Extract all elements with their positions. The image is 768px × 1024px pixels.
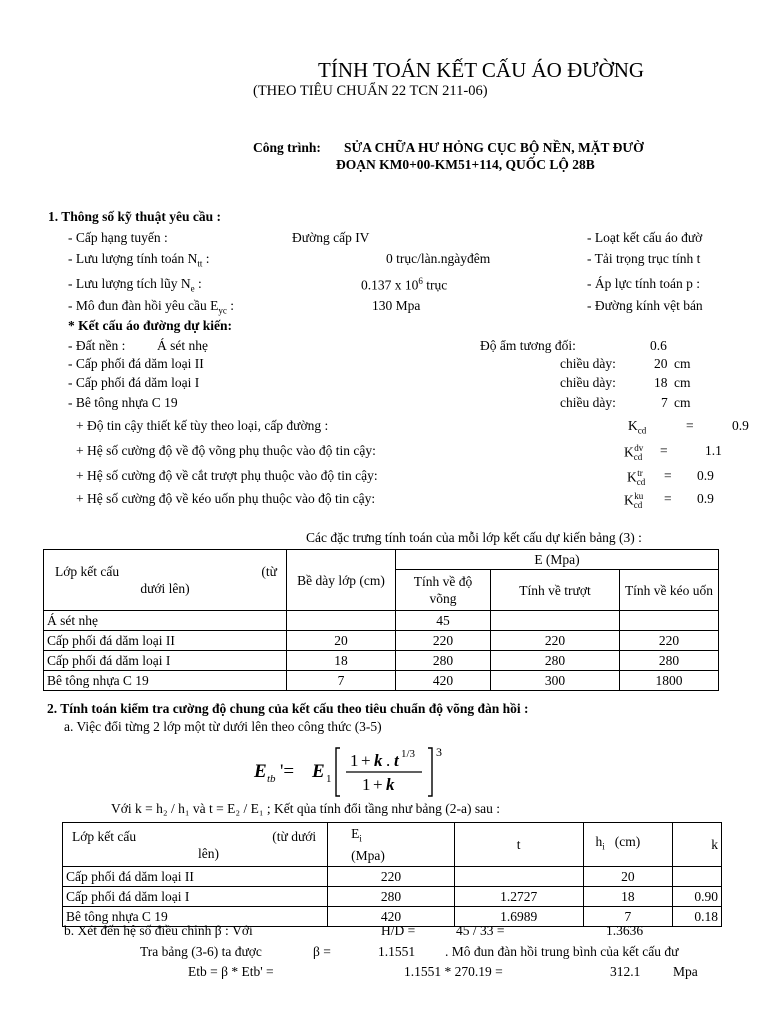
- coeff-text: + Hệ số cường độ về độ võng phụ thuộc vào độ tin cậy:: [76, 443, 376, 458]
- project-line-2: ĐOẠN KM0+00-KM51+114, QUỐC LỘ 28B: [336, 157, 595, 172]
- svg-text:1: 1: [350, 751, 359, 770]
- layer-unit: cm: [674, 375, 691, 390]
- hd-label: H/D =: [381, 923, 416, 938]
- project-label: Công trình:: [253, 140, 321, 155]
- layer-name: - Cấp phối đá dăm loại I: [68, 375, 200, 390]
- spec-value-modulus: 130 Mpa: [372, 298, 421, 313]
- spec-label-cumulative: - Lưu lượng tích lũy $N_e$ :: [68, 276, 202, 294]
- table-1-caption: Các đặc trưng tính toán của mỗi lớp kết cấu dự kiến bảng (3) :: [306, 530, 642, 545]
- header-layer: Lớp kết cấu (từ dưới lên): [44, 550, 287, 611]
- svg-text:1/3: 1/3: [401, 748, 416, 760]
- svg-text:3: 3: [436, 745, 442, 759]
- page-title: TÍNH TOÁN KẾT CẤU ÁO ĐƯỜNG: [318, 58, 645, 82]
- soil-value: Á sét nhẹ: [157, 338, 208, 353]
- lookup-text: Tra bảng (3-6) ta được: [140, 944, 262, 959]
- layer-thick: 18: [654, 375, 668, 390]
- svg-text:+: +: [373, 775, 383, 794]
- modulus-text: . Mô đun đàn hồi trung bình của kết cấu đư: [445, 944, 679, 959]
- header-thickness: Bề dày lớp (cm): [287, 550, 396, 611]
- coeff-eq: =: [664, 491, 672, 506]
- spec-right-2: - Tải trọng trục tính t: [587, 251, 701, 266]
- coeff-symbol: $K_{cd}$: [628, 418, 647, 436]
- section-2-heading: 2. Tính toán kiểm tra cường độ chung của kết cấu theo tiêu chuẩn độ võng đàn hồi :: [47, 701, 529, 716]
- coeff-symbol: $K_{cd}^{tr}$: [627, 468, 646, 488]
- coeff-value: 0.9: [697, 491, 714, 506]
- humidity-value: 0.6: [650, 338, 667, 353]
- section-1-heading: 1. Thông số kỹ thuật yêu cầu :: [48, 209, 222, 224]
- svg-text:.: .: [386, 751, 391, 770]
- table-row: Á sét nhẹ 45: [44, 611, 719, 631]
- layer-unit: cm: [674, 356, 691, 371]
- svg-text:1: 1: [326, 773, 332, 785]
- beta-value: 1.1551: [378, 944, 416, 959]
- coeff-symbol: $K_{cd}^{ku}$: [624, 491, 644, 511]
- table-row: Cấp phối đá dăm loại II 220 20: [63, 867, 722, 887]
- spec-right-4: - Đường kính vệt bán: [587, 298, 703, 313]
- table-row: Cấp phối đá dăm loại I 280 1.2727 18 0.90: [63, 887, 722, 907]
- coeff-value: 0.9: [732, 418, 749, 433]
- svg-text:+: +: [361, 751, 371, 770]
- header-e-deflection: Tính về độ võng: [396, 570, 491, 611]
- spec-value-cumulative: 0.137 x $10^6$ trục: [361, 276, 448, 293]
- etb-label: Etb = β * Etb' =: [188, 964, 274, 979]
- coeff-eq: =: [660, 443, 668, 458]
- table-row: Cấp phối đá dăm loại II 20 220 220 220: [44, 631, 719, 651]
- coeff-text: + Độ tin cậy thiết kế tùy theo loại, cấp đường :: [76, 418, 329, 433]
- coeff-value: 1.1: [705, 443, 722, 458]
- svg-text:E: E: [254, 761, 267, 782]
- spec-value-traffic: 0 trục/làn.ngàyđêm: [386, 251, 491, 266]
- soil-label: - Đất nền :: [68, 338, 126, 353]
- layer-name: - Cấp phối đá dăm loại II: [68, 356, 204, 371]
- header-t: t: [454, 823, 583, 867]
- svg-text:t: t: [394, 751, 399, 770]
- coeff-eq: =: [664, 468, 672, 483]
- coeff-text: + Hệ số cường độ về kéo uốn phụ thuộc vào độ tin cậy:: [76, 491, 376, 506]
- header-e-shear: Tính về trượt: [491, 570, 620, 611]
- project-line-1: SỬA CHỮA HƯ HỎNG CỤC BỘ NỀN, MẶT ĐƯỜ: [344, 140, 644, 155]
- spec-value-road-class: Đường cấp IV: [292, 230, 370, 245]
- coeff-text: + Hệ số cường độ về cắt trượt phụ thuộc vào độ tin cậy:: [76, 468, 378, 483]
- svg-text:'=: '=: [280, 761, 295, 782]
- header-layer: Lớp kết cấu (từ dưới lên): [63, 823, 328, 867]
- table-row: Cấp phối đá dăm loại I 18 280 280 280: [44, 651, 719, 671]
- coeff-eq: =: [686, 418, 694, 433]
- layer-name: - Bê tông nhựa C 19: [68, 395, 178, 410]
- hd-value: 1.3636: [606, 923, 644, 938]
- humidity-label: Độ ẩm tương đối:: [480, 338, 576, 353]
- beta-text: b. Xét đến hệ số điều chỉnh β : Với: [64, 923, 253, 938]
- svg-text:E: E: [312, 761, 325, 782]
- spec-right-1: - Loạt kết cấu áo đườ: [587, 230, 703, 245]
- ratio-definition: Với k = h₂ / h₁ và t = E₂ / E₁ ; Kết qủa tính đổi tầng như bảng (2-a) sau :: [111, 801, 500, 816]
- etb-unit: Mpa: [673, 964, 698, 979]
- table-row: Bê tông nhựa C 19 420 1.6989 7 0.18: [63, 907, 722, 927]
- header-modulus: E (Mpa): [396, 550, 719, 570]
- layer-thick: 7: [661, 395, 668, 410]
- header-e-bending: Tính về kéo uốn: [620, 570, 719, 611]
- header-ei: $E_i$ (Mpa): [328, 823, 455, 867]
- beta-label: β =: [313, 944, 331, 959]
- page-subtitle: (THEO TIÊU CHUẨN 22 TCN 211-06): [253, 83, 488, 99]
- etb-expression: 1.1551 * 270.19 =: [404, 964, 503, 979]
- spec-label-modulus: - Mô đun đàn hồi yêu cầu $E_{yc}$ :: [68, 298, 234, 316]
- layer-unit: cm: [674, 395, 691, 410]
- layer-thick-label: chiều dày:: [560, 356, 616, 371]
- svg-text:k: k: [374, 751, 383, 770]
- etb-value: 312.1: [610, 964, 641, 979]
- header-hi: $h_i$ (cm): [583, 823, 673, 867]
- structure-heading: * Kết cấu áo đường dự kiến:: [68, 318, 232, 333]
- spec-right-3: - Áp lực tính toán p :: [587, 276, 701, 291]
- header-k: k: [673, 823, 722, 867]
- coeff-value: 0.9: [697, 468, 714, 483]
- spec-label-road-class: - Cấp hạng tuyến :: [68, 230, 168, 245]
- table-row: Bê tông nhựa C 19 7 420 300 1800: [44, 671, 719, 691]
- spec-label-traffic: - Lưu lượng tính toán $N_{tt}$ :: [68, 251, 210, 269]
- layer-thick: 20: [654, 356, 668, 371]
- coeff-symbol: $K_{cd}^{dv}$: [624, 443, 644, 463]
- svg-text:k: k: [386, 775, 395, 794]
- hd-expression: 45 / 33 =: [456, 923, 505, 938]
- layer-thick-label: chiều dày:: [560, 395, 616, 410]
- layer-properties-table: [43, 549, 719, 691]
- section-2-a-text: a. Việc đổi từng 2 lớp một từ dưới lên theo công thức (3-5): [64, 719, 382, 734]
- svg-text:1: 1: [362, 775, 371, 794]
- svg-text:tb: tb: [267, 773, 276, 785]
- layer-conversion-table: [62, 822, 722, 927]
- modulus-formula: [250, 740, 470, 800]
- layer-thick-label: chiều dày:: [560, 375, 616, 390]
